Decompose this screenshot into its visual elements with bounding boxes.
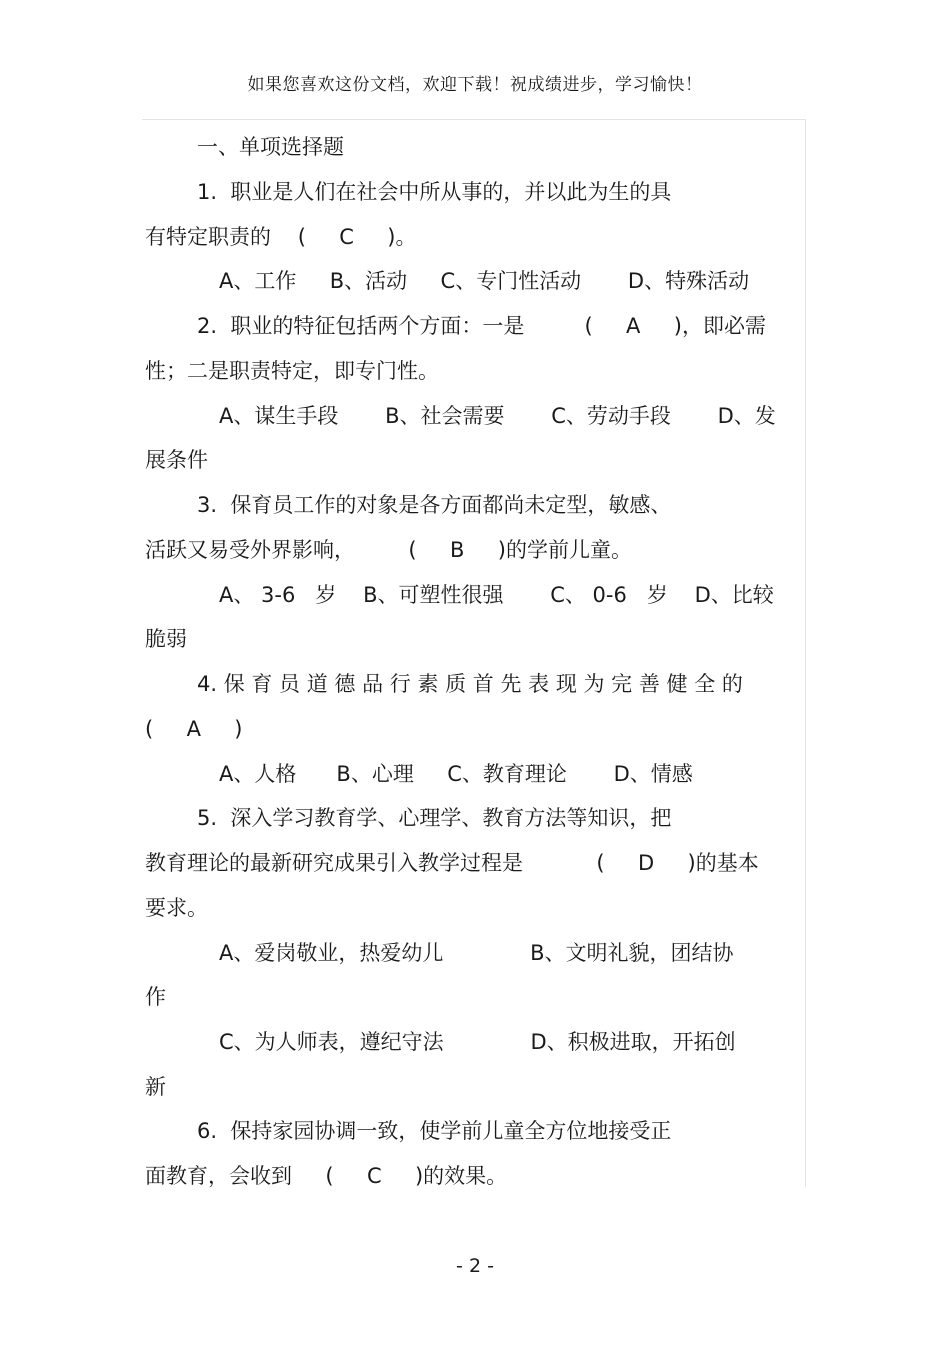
q3-line2: 活跃又易受外界影响， ( B )的学前儿童。 [145,538,632,562]
q1-options: A、工作 B、活动 C、专门性活动 D、特殊活动 [219,269,750,293]
q3-options-line2: 脆弱 [145,627,187,651]
q5-options-line3: C、为人师表，遵纪守法 D、积极进取，开拓创 [219,1030,736,1054]
q4-line2: ( A ) [145,717,243,741]
q2-options-line2: 展条件 [145,448,208,472]
q5-line1: 5. 深入学习教育学、心理学、教育方法等知识，把 [197,806,672,830]
q5-line3: 要求。 [145,896,208,920]
q2-line2: 性；二是职责特定，即专门性。 [145,359,439,383]
q2-line1: 2. 职业的特征包括两个方面：一是 ( A )，即必需 [197,314,766,338]
q2-options-line1: A、谋生手段 B、社会需要 C、劳动手段 D、发 [219,404,776,428]
header-note: 如果您喜欢这份文档，欢迎下载！祝成绩进步，学习愉快！ [247,75,703,95]
section-title: 一、单项选择题 [197,135,344,159]
q5-options-line4: 新 [145,1075,166,1099]
q5-options-line2: 作 [145,985,166,1009]
q6-line1: 6. 保持家园协调一致，使学前儿童全方位地接受正 [197,1119,672,1143]
q5-options-line1: A、爱岗敬业，热爱幼儿 B、文明礼貌，团结协 [219,941,734,965]
q1-line1: 1. 职业是人们在社会中所从事的，并以此为生的具 [197,180,672,204]
q4-options: A、人格 B、心理 C、教育理论 D、情感 [219,762,693,786]
q1-line2: 有特定职责的 ( C )。 [145,225,417,249]
q6-line2: 面教育，会收到 ( C )的效果。 [145,1164,508,1188]
q5-line2: 教育理论的最新研究成果引入教学过程是 ( D )的基本 [145,851,759,875]
page-number: - 2 - [456,1255,494,1277]
q3-options-line1: A、 3-6 岁 B、可塑性很强 C、 0-6 岁 D、比较 [219,583,774,607]
q4-line1: 4. 保 育 员 道 德 品 行 素 质 首 先 表 现 为 完 善 健 全 的 [197,672,743,696]
q3-line1: 3. 保育员工作的对象是各方面都尚未定型，敏感、 [197,493,672,517]
